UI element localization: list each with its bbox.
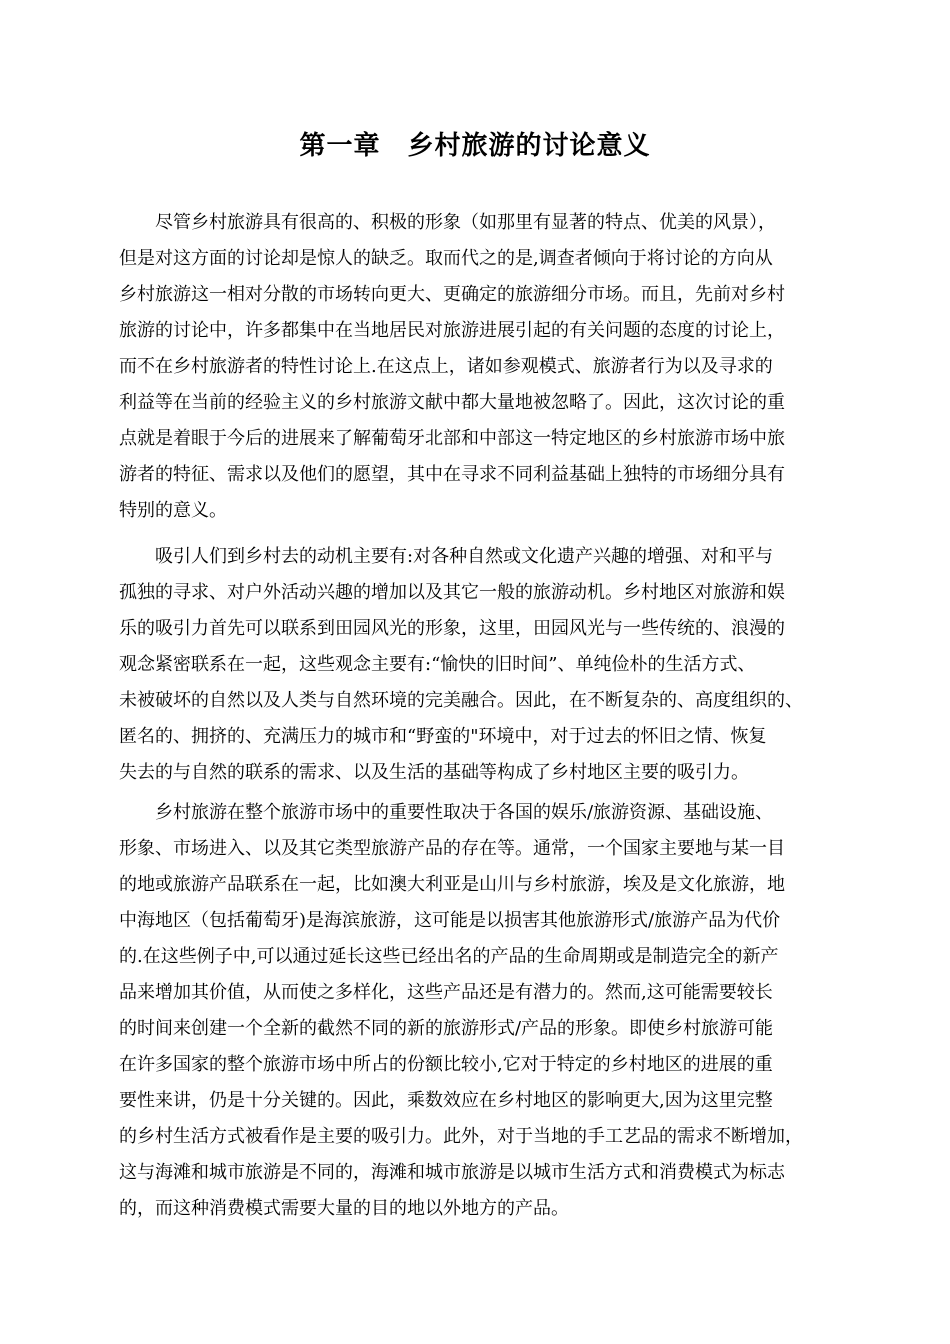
paragraph-1-line-6: 利益等在当前的经验主义的乡村旅游文献中都大量地被忽略了。因此，这次讨论的重 bbox=[119, 392, 785, 413]
paragraph-2-line-6: 匿名的、拥挤的、充满压力的城市和“野蛮的"环境中，对于过去的怀旧之情、恢复 bbox=[119, 726, 767, 747]
paragraph-3-line-8: 在许多国家的整个旅游市场中所占的份额比较小,它对于特定的乡村地区的进展的重 bbox=[119, 1054, 773, 1075]
paragraph-2-line-7: 失去的与自然的联系的需求、以及生活的基础等构成了乡村地区主要的吸引力。 bbox=[119, 762, 749, 783]
paragraph-3-line-2: 形象、市场进入、以及其它类型旅游产品的存在等。通常，一个国家主要地与某一目 bbox=[119, 838, 785, 859]
paragraph-3-line-5: 的.在这些例子中,可以通过延长这些已经出名的产品的生命周期或是制造完全的新产 bbox=[119, 946, 779, 967]
paragraph-3-line-6: 品来增加其价值，从而使之多样化，这些产品还是有潜力的。然而,这可能需要较长 bbox=[119, 982, 773, 1003]
paragraph-2-line-5: 未被破坏的自然以及人类与自然环境的完美融合。因此，在不断复杂的、高度组织的、 bbox=[119, 690, 803, 711]
paragraph-3-line-11: 这与海滩和城市旅游是不同的，海滩和城市旅游是以城市生活方式和消费模式为标志 bbox=[119, 1162, 785, 1183]
chapter-title: 第一章 乡村旅游的讨论意义 bbox=[299, 131, 651, 161]
paragraph-2-line-4: 观念紧密联系在一起，这些观念主要有:“愉快的旧时间”、单纯俭朴的生活方式、 bbox=[119, 654, 756, 675]
paragraph-1-line-8: 游者的特征、需求以及他们的愿望，其中在寻求不同利益基础上独特的市场细分具有 bbox=[119, 464, 785, 485]
paragraph-3-line-3: 的地或旅游产品联系在一起，比如澳大利亚是山川与乡村旅游，埃及是文化旅游，地 bbox=[119, 874, 785, 895]
paragraph-3-line-12: 的，而这种消费模式需要大量的目的地以外地方的产品。 bbox=[119, 1198, 569, 1219]
paragraph-1-line-4: 旅游的讨论中，许多都集中在当地居民对旅游进展引起的有关问题的态度的讨论上， bbox=[119, 320, 785, 341]
paragraph-3-line-9: 要性来讲，仍是十分关键的。因此，乘数效应在乡村地区的影响更大,因为这里完整 bbox=[119, 1090, 773, 1111]
paragraph-2-line-1: 吸引人们到乡村去的动机主要有:对各种自然或文化遗产兴趣的增强、对和平与 bbox=[155, 546, 774, 567]
paragraph-1-line-2: 但是对这方面的讨论却是惊人的缺乏。取而代之的是,调查者倾向于将讨论的方向从 bbox=[119, 248, 773, 269]
paragraph-1-line-1: 尽管乡村旅游具有很高的、积极的形象（如那里有显著的特点、优美的风景）， bbox=[155, 212, 776, 233]
paragraph-1-line-7: 点就是着眼于今后的进展来了解葡萄牙北部和中部这一特定地区的乡村旅游市场中旅 bbox=[119, 428, 785, 449]
paragraph-2-line-2: 孤独的寻求、对户外活动兴趣的增加以及其它一般的旅游动机。乡村地区对旅游和娱 bbox=[119, 582, 785, 603]
paragraph-2-line-3: 乐的吸引力首先可以联系到田园风光的形象，这里，田园风光与一些传统的、浪漫的 bbox=[119, 618, 785, 639]
paragraph-3-line-4: 中海地区（包括葡萄牙)是海滨旅游，这可能是以损害其他旅游形式/旅游产品为代价 bbox=[119, 910, 781, 931]
paragraph-3-line-10: 的乡村生活方式被看作是主要的吸引力。此外，对于当地的手工艺品的需求不断增加， bbox=[119, 1126, 803, 1147]
paragraph-1-line-5: 而不在乡村旅游者的特性讨论上.在这点上，诸如参观模式、旅游者行为以及寻求的 bbox=[119, 356, 773, 377]
paragraph-1-line-9: 特别的意义。 bbox=[119, 500, 227, 521]
paragraph-3-line-7: 的时间来创建一个全新的截然不同的新的旅游形式/产品的形象。即使乡村旅游可能 bbox=[119, 1018, 774, 1039]
paragraph-3-line-1: 乡村旅游在整个旅游市场中的重要性取决于各国的娱乐/旅游资源、基础设施、 bbox=[155, 802, 774, 823]
paragraph-1-line-3: 乡村旅游这一相对分散的市场转向更大、更确定的旅游细分市场。而且，先前对乡村 bbox=[119, 284, 785, 305]
